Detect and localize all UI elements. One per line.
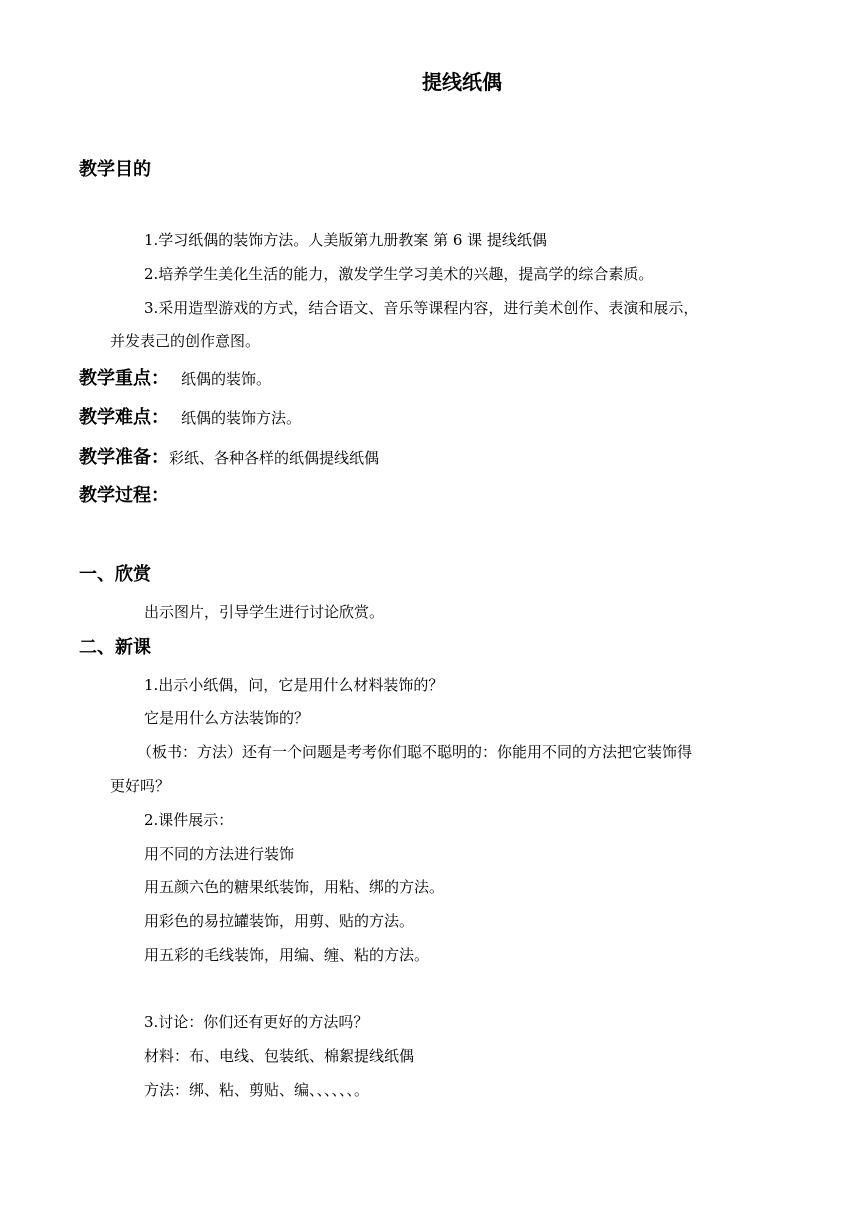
key-point-row xyxy=(79,370,271,388)
preparation-row xyxy=(79,449,379,467)
section-2-line-1: 1.出示小纸偶，问，它是用什么材料装饰的？ xyxy=(144,676,444,694)
difficulty-label: 教学难点： xyxy=(79,407,169,428)
section-2-heading: 二、新课 xyxy=(79,637,151,658)
section-2-line-9: 用五彩的毛线装饰，用编、缠、粘的方法。 xyxy=(144,946,430,964)
section-1-heading: 一、欣赏 xyxy=(79,564,151,585)
section-2-line-10: 3.讨论：你们还有更好的方法吗？ xyxy=(144,1013,369,1031)
section-2-line-12: 方法：绑、粘、剪贴、编、、、、、、。 xyxy=(144,1081,370,1099)
objective-item-3-line-2: 并发表己的创作意图。 xyxy=(110,332,261,350)
section-2-line-5: 2.课件展示： xyxy=(144,811,234,829)
preparation-value: 彩纸、各种各样的纸偶提线纸偶 xyxy=(169,449,380,467)
key-point-value: 纸偶的装饰。 xyxy=(181,370,272,388)
objective-item-2: 2.培养学生美化生活的能力，激发学生学习美术的兴趣，提高学的综合素质。 xyxy=(144,265,654,283)
section-2-line-3: （板书：方法）还有一个问题是考考你们聪不聪明的：你能用不同的方法把它装饰得 xyxy=(137,743,693,761)
section-1-line-1: 出示图片，引导学生进行讨论欣赏。 xyxy=(144,603,385,621)
objective-item-3-line-1: 3.采用造型游戏的方式，结合语文、音乐等课程内容，进行美术创作、表演和展示， xyxy=(144,299,699,317)
objectives-heading: 教学目的 xyxy=(79,159,151,180)
preparation-label: 教学准备： xyxy=(79,447,169,468)
difficulty-value: 纸偶的装饰方法。 xyxy=(181,409,302,427)
section-2-line-11: 材料：布、电线、包装纸、棉絮提线纸偶 xyxy=(144,1047,415,1065)
section-2-line-4: 更好吗？ xyxy=(110,777,171,795)
objective-item-1: 1.学习纸偶的装饰方法。人美版第九册教案 第 6 课 提线纸偶 xyxy=(144,231,547,249)
section-2-line-2: 它是用什么方法装饰的？ xyxy=(144,709,310,727)
section-2-line-7: 用五颜六色的糖果纸装饰，用粘、绑的方法。 xyxy=(144,878,445,896)
section-2-line-8: 用彩色的易拉罐装饰，用剪、贴的方法。 xyxy=(144,912,415,930)
page-title: 提线纸偶 xyxy=(422,70,502,94)
process-label: 教学过程： xyxy=(79,485,169,506)
section-2-line-6: 用不同的方法进行装饰 xyxy=(144,845,295,863)
difficulty-row xyxy=(79,409,301,427)
key-point-label: 教学重点： xyxy=(79,368,169,389)
